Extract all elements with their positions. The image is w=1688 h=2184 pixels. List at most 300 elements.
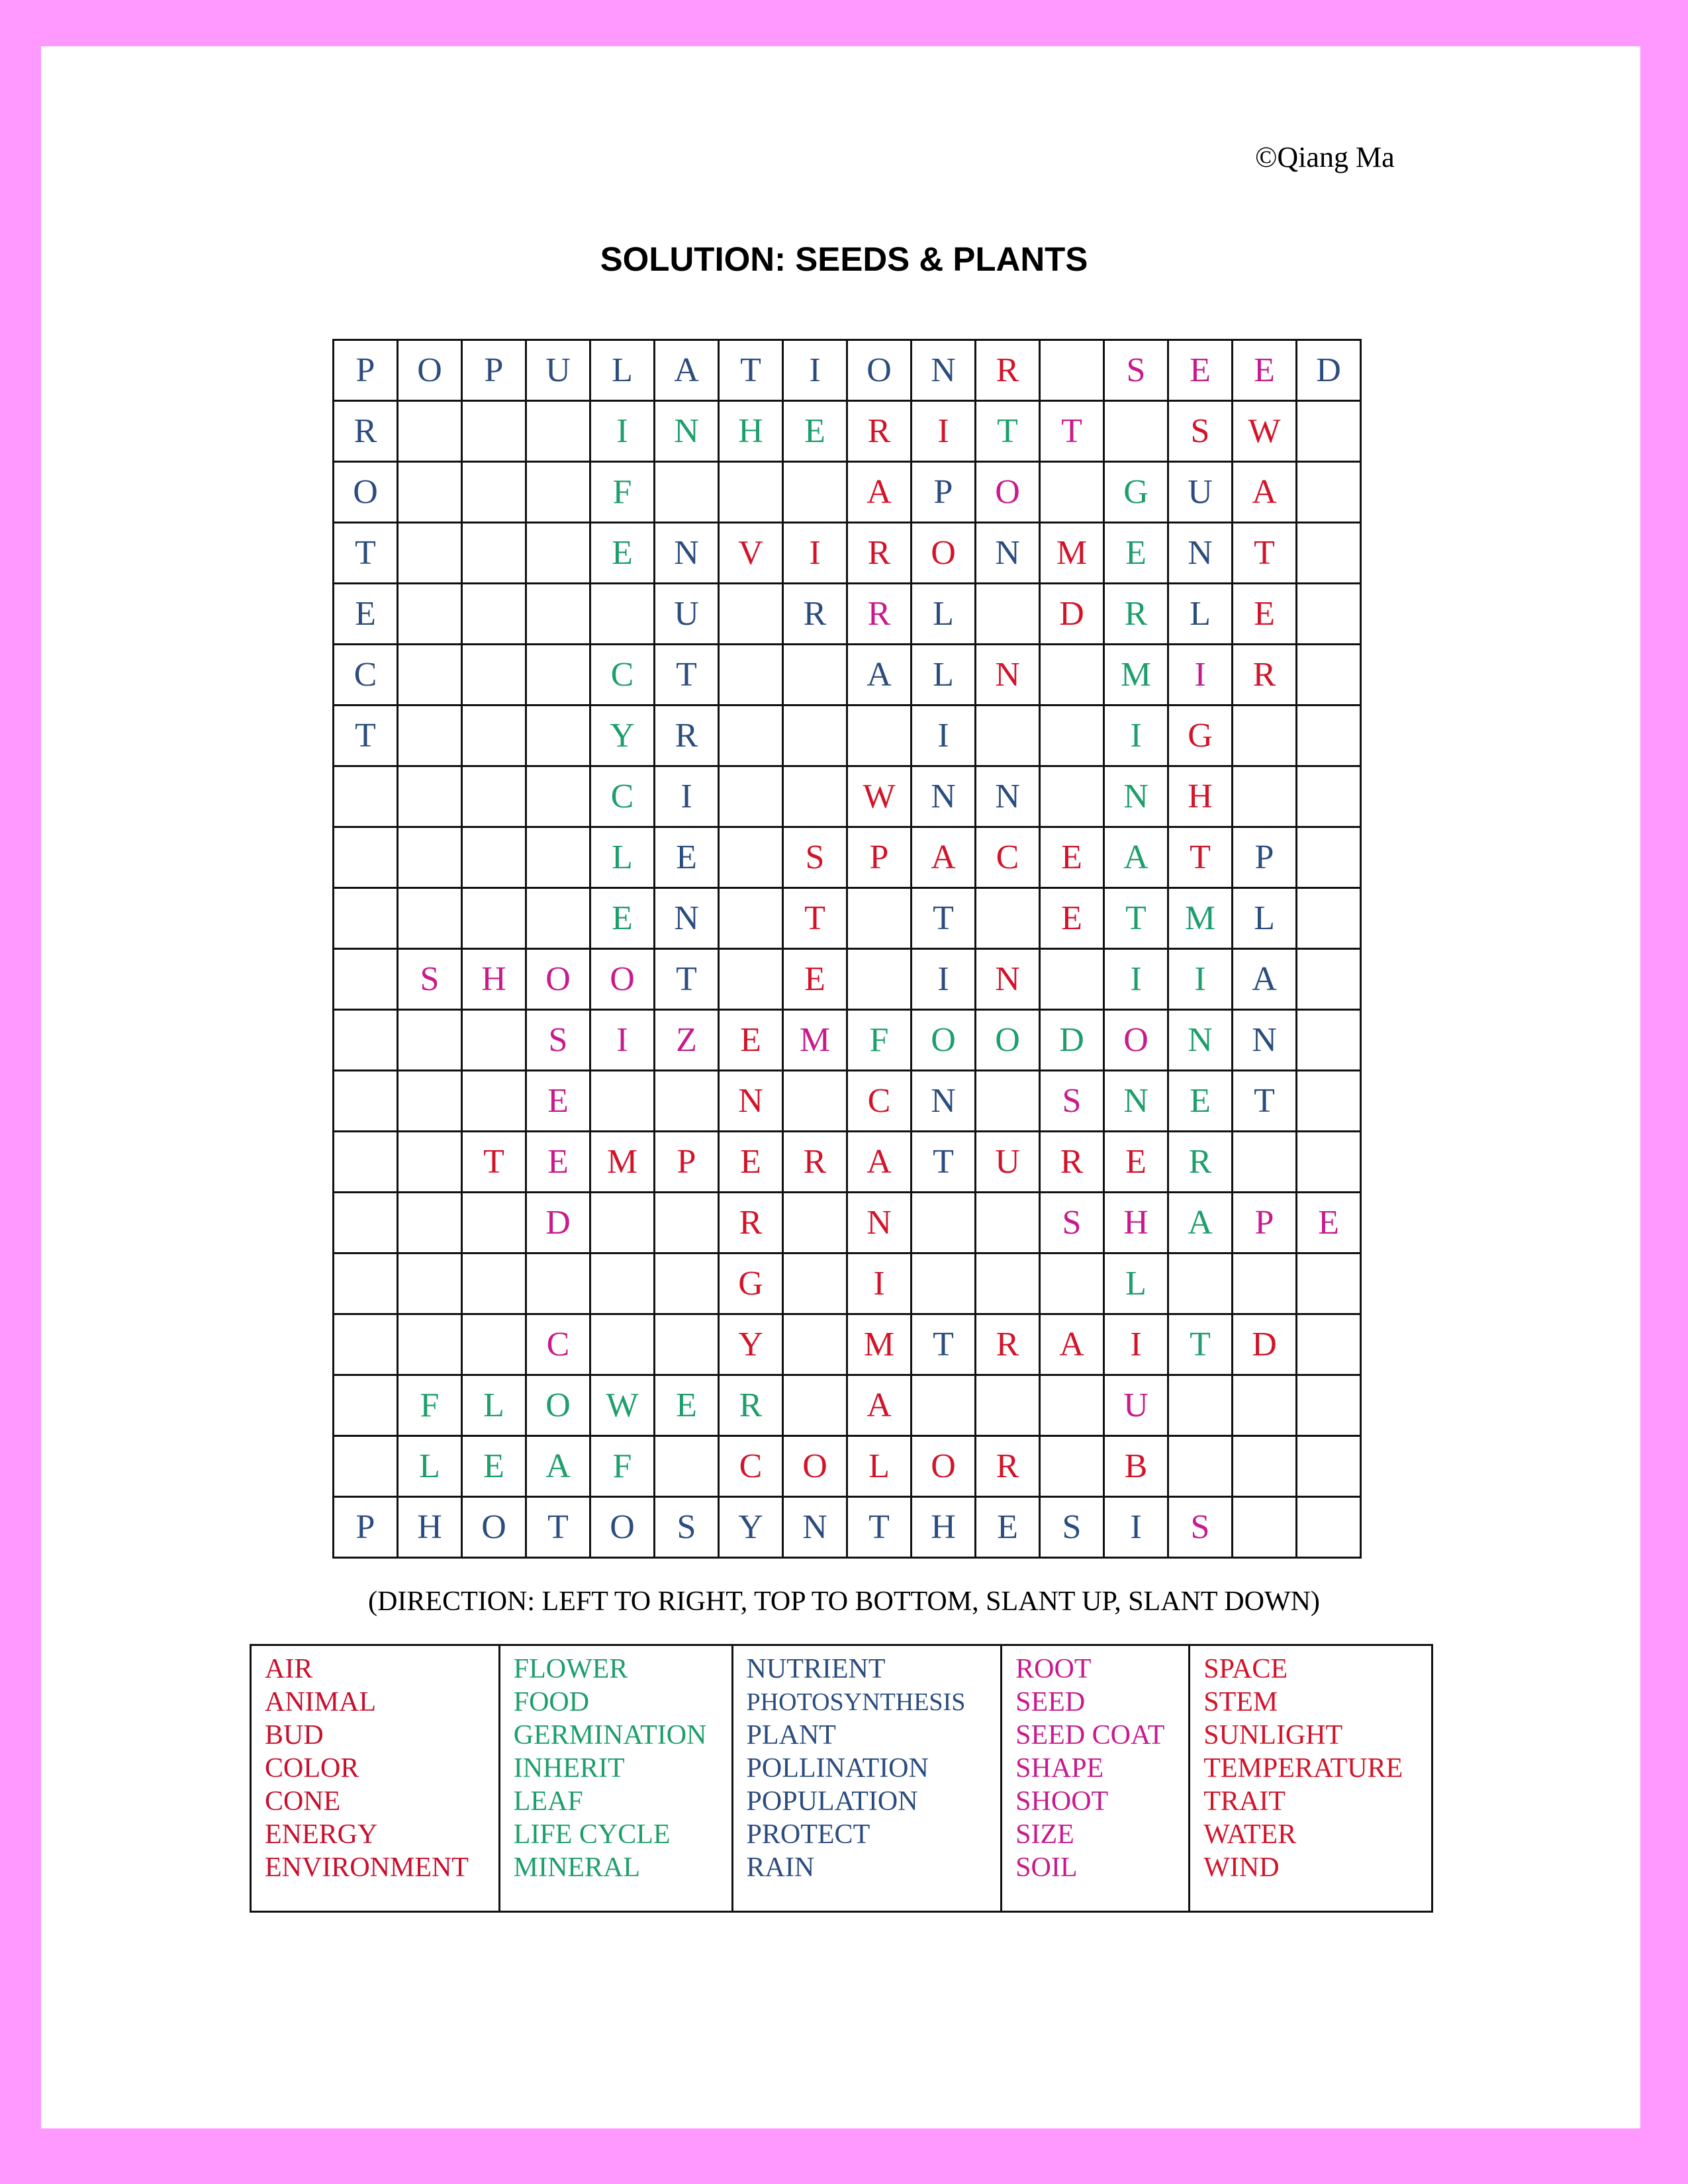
grid-cell: L xyxy=(462,1375,526,1436)
grid-cell: S xyxy=(783,827,847,888)
grid-cell: D xyxy=(526,1193,590,1253)
grid-cell xyxy=(1233,1132,1297,1193)
grid-cell: N xyxy=(912,340,976,401)
grid-cell: M xyxy=(1168,888,1233,949)
grid-cell: E xyxy=(655,1375,719,1436)
grid-cell: T xyxy=(655,949,719,1010)
grid-cell: E xyxy=(1104,523,1168,584)
grid-cell: I xyxy=(1104,705,1168,766)
grid-cell xyxy=(783,705,847,766)
grid-cell: A xyxy=(912,827,976,888)
grid-cell: P xyxy=(462,340,526,401)
grid-cell: T xyxy=(912,1314,976,1375)
grid-cell xyxy=(1040,766,1104,827)
grid-cell: I xyxy=(783,523,847,584)
word-bank-word: CONE xyxy=(265,1786,341,1817)
grid-cell xyxy=(1233,766,1297,827)
grid-cell: N xyxy=(1168,523,1233,584)
grid-cell xyxy=(783,1375,847,1436)
grid-cell: N xyxy=(912,766,976,827)
word-bank-word: FOOD xyxy=(513,1687,590,1717)
grid-cell: I xyxy=(1168,949,1233,1010)
grid-cell xyxy=(719,949,783,1010)
grid-cell: C xyxy=(719,1436,783,1497)
grid-cell: R xyxy=(719,1193,783,1253)
grid-cell xyxy=(590,1193,655,1253)
grid-cell: S xyxy=(1104,340,1168,401)
grid-cell xyxy=(976,1071,1040,1132)
grid-cell: L xyxy=(912,645,976,705)
grid-cell xyxy=(1297,888,1361,949)
grid-cell: C xyxy=(334,645,398,705)
grid-cell: R xyxy=(976,340,1040,401)
grid-cell xyxy=(976,888,1040,949)
grid-cell: E xyxy=(1168,340,1233,401)
grid-cell: O xyxy=(912,523,976,584)
grid-cell: H xyxy=(1168,766,1233,827)
grid-row xyxy=(334,584,1361,645)
grid-cell: N xyxy=(976,949,1040,1010)
grid-cell xyxy=(1297,1253,1361,1314)
grid-cell: T xyxy=(1233,523,1297,584)
grid-cell: S xyxy=(655,1497,719,1558)
grid-row xyxy=(334,1253,1361,1314)
grid-cell xyxy=(462,1193,526,1253)
word-bank-word: INHERIT xyxy=(513,1753,625,1784)
grid-cell: N xyxy=(655,401,719,462)
grid-cell: R xyxy=(1233,645,1297,705)
grid-cell: I xyxy=(1104,949,1168,1010)
grid-cell: A xyxy=(847,462,912,523)
grid-cell xyxy=(912,1375,976,1436)
grid-cell xyxy=(1297,1497,1361,1558)
grid-cell xyxy=(719,766,783,827)
grid-cell: L xyxy=(847,1436,912,1497)
grid-cell: I xyxy=(1168,645,1233,705)
grid-row xyxy=(334,340,1361,401)
grid-cell xyxy=(334,827,398,888)
grid-cell xyxy=(976,1253,1040,1314)
grid-cell: A xyxy=(1233,949,1297,1010)
word-bank-word: WATER xyxy=(1203,1819,1297,1850)
grid-cell: N xyxy=(976,766,1040,827)
grid-cell xyxy=(1040,462,1104,523)
grid-cell: P xyxy=(655,1132,719,1193)
grid-cell xyxy=(398,462,462,523)
grid-cell xyxy=(976,705,1040,766)
grid-cell xyxy=(462,1010,526,1071)
grid-cell: E xyxy=(1040,888,1104,949)
grid-cell: A xyxy=(1040,1314,1104,1375)
grid-cell xyxy=(334,1253,398,1314)
grid-cell xyxy=(526,584,590,645)
grid-cell: O xyxy=(912,1436,976,1497)
grid-cell: O xyxy=(398,340,462,401)
grid-row xyxy=(334,1497,1361,1558)
word-bank-word: TEMPERATURE xyxy=(1203,1753,1403,1784)
grid-cell: R xyxy=(847,401,912,462)
grid-cell: T xyxy=(976,401,1040,462)
grid-cell: S xyxy=(526,1010,590,1071)
grid-cell: O xyxy=(847,340,912,401)
word-bank-word: SHOOT xyxy=(1015,1786,1109,1817)
word-bank-word: POPULATION xyxy=(746,1786,918,1817)
word-bank-word: STEM xyxy=(1203,1687,1278,1717)
grid-cell xyxy=(462,1253,526,1314)
word-bank-word: SPACE xyxy=(1203,1654,1288,1684)
grid-cell: E xyxy=(1233,340,1297,401)
grid-cell: N xyxy=(783,1497,847,1558)
word-bank-word: NUTRIENT xyxy=(746,1654,886,1684)
grid-cell xyxy=(976,584,1040,645)
grid-cell: T xyxy=(719,340,783,401)
grid-cell: T xyxy=(462,1132,526,1193)
grid-cell xyxy=(847,949,912,1010)
word-bank-word: LIFE CYCLE xyxy=(513,1819,671,1850)
grid-cell: O xyxy=(783,1436,847,1497)
word-bank-word: SIZE xyxy=(1015,1819,1074,1850)
grid-cell: T xyxy=(783,888,847,949)
grid-cell: O xyxy=(976,1010,1040,1071)
grid-cell xyxy=(590,1071,655,1132)
grid-cell: W xyxy=(590,1375,655,1436)
grid-cell xyxy=(462,705,526,766)
grid-cell: E xyxy=(655,827,719,888)
grid-row xyxy=(334,949,1361,1010)
grid-cell xyxy=(462,401,526,462)
grid-cell: T xyxy=(1104,888,1168,949)
grid-cell: O xyxy=(976,462,1040,523)
grid-cell xyxy=(1168,1436,1233,1497)
grid-row xyxy=(334,827,1361,888)
word-bank-word: SUNLIGHT xyxy=(1203,1720,1343,1751)
grid-cell xyxy=(398,827,462,888)
grid-cell: T xyxy=(912,1132,976,1193)
grid-cell xyxy=(1297,1071,1361,1132)
grid-cell: O xyxy=(1104,1010,1168,1071)
grid-cell: E xyxy=(976,1497,1040,1558)
word-bank-word: PLANT xyxy=(746,1720,836,1751)
grid-cell xyxy=(783,462,847,523)
grid-cell: T xyxy=(1168,1314,1233,1375)
grid-cell: T xyxy=(1040,401,1104,462)
grid-cell xyxy=(462,523,526,584)
grid-cell: Y xyxy=(719,1497,783,1558)
copyright-notice: ©Qiang Ma xyxy=(1255,141,1395,173)
grid-cell xyxy=(847,705,912,766)
grid-cell xyxy=(1040,1253,1104,1314)
grid-cell: T xyxy=(334,705,398,766)
grid-cell: C xyxy=(590,766,655,827)
grid-cell: I xyxy=(912,401,976,462)
word-bank-word: COLOR xyxy=(265,1753,359,1784)
grid-cell: S xyxy=(1040,1497,1104,1558)
grid-cell xyxy=(334,1314,398,1375)
grid-cell: R xyxy=(1040,1132,1104,1193)
direction-note: (DIRECTION: LEFT TO RIGHT, TOP TO BOTTOM, SLANT UP, SLANT DOWN) xyxy=(368,1586,1320,1617)
grid-cell: C xyxy=(847,1071,912,1132)
grid-cell: E xyxy=(1297,1193,1361,1253)
grid-row xyxy=(334,1193,1361,1253)
grid-cell: S xyxy=(1168,401,1233,462)
grid-cell: S xyxy=(1168,1497,1233,1558)
grid-cell: U xyxy=(655,584,719,645)
grid-cell: T xyxy=(1168,827,1233,888)
grid-cell xyxy=(398,1010,462,1071)
grid-cell: D xyxy=(1040,1010,1104,1071)
grid-cell xyxy=(398,705,462,766)
grid-cell: N xyxy=(655,523,719,584)
grid-cell: U xyxy=(526,340,590,401)
grid-cell: H xyxy=(1104,1193,1168,1253)
grid-cell: A xyxy=(847,1375,912,1436)
grid-cell xyxy=(334,1071,398,1132)
grid-row xyxy=(334,1375,1361,1436)
grid-cell: D xyxy=(1040,584,1104,645)
grid-cell: E xyxy=(1040,827,1104,888)
grid-cell: C xyxy=(526,1314,590,1375)
word-bank-word: LEAF xyxy=(513,1786,583,1817)
grid-row xyxy=(334,1071,1361,1132)
grid-cell: T xyxy=(847,1497,912,1558)
grid-cell: Z xyxy=(655,1010,719,1071)
grid-cell xyxy=(783,766,847,827)
grid-cell xyxy=(1168,1375,1233,1436)
grid-cell xyxy=(1297,827,1361,888)
grid-cell xyxy=(912,1253,976,1314)
grid-cell: N xyxy=(847,1193,912,1253)
word-search-grid xyxy=(332,339,1362,1559)
grid-cell xyxy=(526,523,590,584)
grid-cell xyxy=(334,766,398,827)
grid-cell xyxy=(334,1193,398,1253)
grid-row xyxy=(334,1132,1361,1193)
grid-cell xyxy=(1233,1497,1297,1558)
grid-cell: H xyxy=(912,1497,976,1558)
grid-cell xyxy=(1233,1375,1297,1436)
grid-cell: R xyxy=(976,1314,1040,1375)
grid-cell: O xyxy=(590,949,655,1010)
grid-cell xyxy=(719,645,783,705)
grid-cell xyxy=(1040,340,1104,401)
grid-cell xyxy=(783,1253,847,1314)
grid-row xyxy=(334,888,1361,949)
word-bank-word: ENVIRONMENT xyxy=(265,1852,469,1883)
grid-cell: E xyxy=(783,949,847,1010)
grid-cell xyxy=(655,1436,719,1497)
word-bank-word: GERMINATION xyxy=(513,1720,707,1751)
grid-cell: R xyxy=(1168,1132,1233,1193)
grid-cell xyxy=(783,1314,847,1375)
grid-cell: L xyxy=(398,1436,462,1497)
grid-cell xyxy=(783,1071,847,1132)
grid-cell xyxy=(847,888,912,949)
grid-cell: P xyxy=(334,340,398,401)
grid-cell: E xyxy=(1168,1071,1233,1132)
grid-cell xyxy=(334,1010,398,1071)
grid-cell: R xyxy=(334,401,398,462)
grid-cell: E xyxy=(526,1132,590,1193)
word-bank-word: ANIMAL xyxy=(265,1687,376,1717)
grid-cell xyxy=(1297,705,1361,766)
grid-cell xyxy=(398,1253,462,1314)
grid-cell: R xyxy=(655,705,719,766)
grid-cell xyxy=(398,1071,462,1132)
grid-cell: D xyxy=(1297,340,1361,401)
grid-cell xyxy=(462,462,526,523)
grid-cell xyxy=(1297,1375,1361,1436)
grid-cell xyxy=(526,462,590,523)
grid-cell: T xyxy=(334,523,398,584)
grid-cell xyxy=(526,645,590,705)
grid-cell: E xyxy=(783,401,847,462)
word-bank-word: MINERAL xyxy=(513,1852,641,1883)
grid-cell: E xyxy=(462,1436,526,1497)
grid-cell xyxy=(526,705,590,766)
grid-cell: R xyxy=(1104,584,1168,645)
word-bank-column xyxy=(1002,1646,1190,1911)
grid-cell: G xyxy=(1104,462,1168,523)
grid-cell xyxy=(655,462,719,523)
grid-cell: E xyxy=(590,523,655,584)
grid-cell: U xyxy=(976,1132,1040,1193)
grid-cell: P xyxy=(1233,827,1297,888)
grid-cell: H xyxy=(462,949,526,1010)
grid-cell: L xyxy=(912,584,976,645)
grid-cell xyxy=(462,1071,526,1132)
grid-cell: A xyxy=(847,1132,912,1193)
grid-cell: E xyxy=(334,584,398,645)
grid-cell: R xyxy=(783,584,847,645)
grid-cell: I xyxy=(590,1010,655,1071)
grid-cell xyxy=(1297,645,1361,705)
grid-cell: A xyxy=(1168,1193,1233,1253)
grid-cell: N xyxy=(912,1071,976,1132)
grid-row xyxy=(334,401,1361,462)
grid-cell: Y xyxy=(719,1314,783,1375)
grid-cell: I xyxy=(590,401,655,462)
grid-cell xyxy=(334,1132,398,1193)
grid-cell xyxy=(462,1314,526,1375)
grid-cell: C xyxy=(976,827,1040,888)
grid-cell xyxy=(1233,1436,1297,1497)
grid-cell: I xyxy=(655,766,719,827)
grid-cell: T xyxy=(655,645,719,705)
grid-cell xyxy=(462,584,526,645)
grid-cell: R xyxy=(976,1436,1040,1497)
grid-cell xyxy=(398,1193,462,1253)
grid-cell xyxy=(976,1193,1040,1253)
word-bank-column xyxy=(252,1646,500,1911)
grid-cell xyxy=(1297,1132,1361,1193)
word-bank-word: SOIL xyxy=(1015,1852,1078,1883)
grid-cell xyxy=(1040,1375,1104,1436)
grid-cell: R xyxy=(783,1132,847,1193)
grid-cell: E xyxy=(1104,1132,1168,1193)
grid-cell xyxy=(719,827,783,888)
grid-cell: N xyxy=(719,1071,783,1132)
grid-cell xyxy=(462,645,526,705)
grid-cell: O xyxy=(526,949,590,1010)
grid-cell: E xyxy=(1233,584,1297,645)
grid-cell xyxy=(1297,1010,1361,1071)
grid-cell xyxy=(590,1253,655,1314)
word-bank-word: SHAPE xyxy=(1015,1753,1104,1784)
grid-cell xyxy=(783,1193,847,1253)
word-bank-word: PROTECT xyxy=(746,1819,870,1850)
grid-row xyxy=(334,462,1361,523)
grid-cell: A xyxy=(526,1436,590,1497)
grid-cell xyxy=(912,1193,976,1253)
grid-row xyxy=(334,705,1361,766)
grid-cell xyxy=(1040,705,1104,766)
grid-cell: R xyxy=(719,1375,783,1436)
word-bank-word: WIND xyxy=(1203,1852,1280,1883)
grid-cell: W xyxy=(847,766,912,827)
grid-cell xyxy=(655,1071,719,1132)
grid-cell: M xyxy=(783,1010,847,1071)
grid-cell: T xyxy=(526,1497,590,1558)
grid-cell: P xyxy=(334,1497,398,1558)
grid-cell xyxy=(526,827,590,888)
grid-cell: L xyxy=(1168,584,1233,645)
grid-cell: E xyxy=(590,888,655,949)
grid-cell: T xyxy=(1233,1071,1297,1132)
word-bank-word: RAIN xyxy=(746,1852,815,1883)
grid-cell xyxy=(398,766,462,827)
grid-cell: L xyxy=(590,340,655,401)
grid-cell: P xyxy=(847,827,912,888)
grid-cell xyxy=(1297,401,1361,462)
grid-cell: I xyxy=(847,1253,912,1314)
word-bank-word: AIR xyxy=(265,1654,313,1684)
grid-cell xyxy=(719,705,783,766)
grid-cell: I xyxy=(912,705,976,766)
grid-cell: N xyxy=(1104,1071,1168,1132)
grid-cell xyxy=(719,584,783,645)
grid-cell xyxy=(398,584,462,645)
grid-cell xyxy=(976,1375,1040,1436)
grid-cell: Y xyxy=(590,705,655,766)
grid-cell: U xyxy=(1104,1375,1168,1436)
grid-row xyxy=(334,1314,1361,1375)
grid-cell: O xyxy=(526,1375,590,1436)
grid-cell: N xyxy=(1104,766,1168,827)
grid-cell: B xyxy=(1104,1436,1168,1497)
grid-cell: P xyxy=(1233,1193,1297,1253)
grid-cell: F xyxy=(398,1375,462,1436)
grid-cell: M xyxy=(847,1314,912,1375)
grid-cell: S xyxy=(398,949,462,1010)
grid-cell: F xyxy=(847,1010,912,1071)
word-bank-word: SEED COAT xyxy=(1015,1720,1165,1751)
grid-cell xyxy=(334,888,398,949)
grid-cell xyxy=(462,827,526,888)
grid-cell xyxy=(590,584,655,645)
grid-cell: I xyxy=(1104,1314,1168,1375)
grid-cell: V xyxy=(719,523,783,584)
grid-cell xyxy=(1297,584,1361,645)
grid-cell: M xyxy=(590,1132,655,1193)
grid-cell xyxy=(1040,645,1104,705)
grid-cell: M xyxy=(1104,645,1168,705)
grid-cell: N xyxy=(1233,1010,1297,1071)
word-bank-column xyxy=(733,1646,1003,1911)
grid-cell xyxy=(398,1132,462,1193)
grid-cell: L xyxy=(1104,1253,1168,1314)
grid-cell: M xyxy=(1040,523,1104,584)
grid-cell: C xyxy=(590,645,655,705)
